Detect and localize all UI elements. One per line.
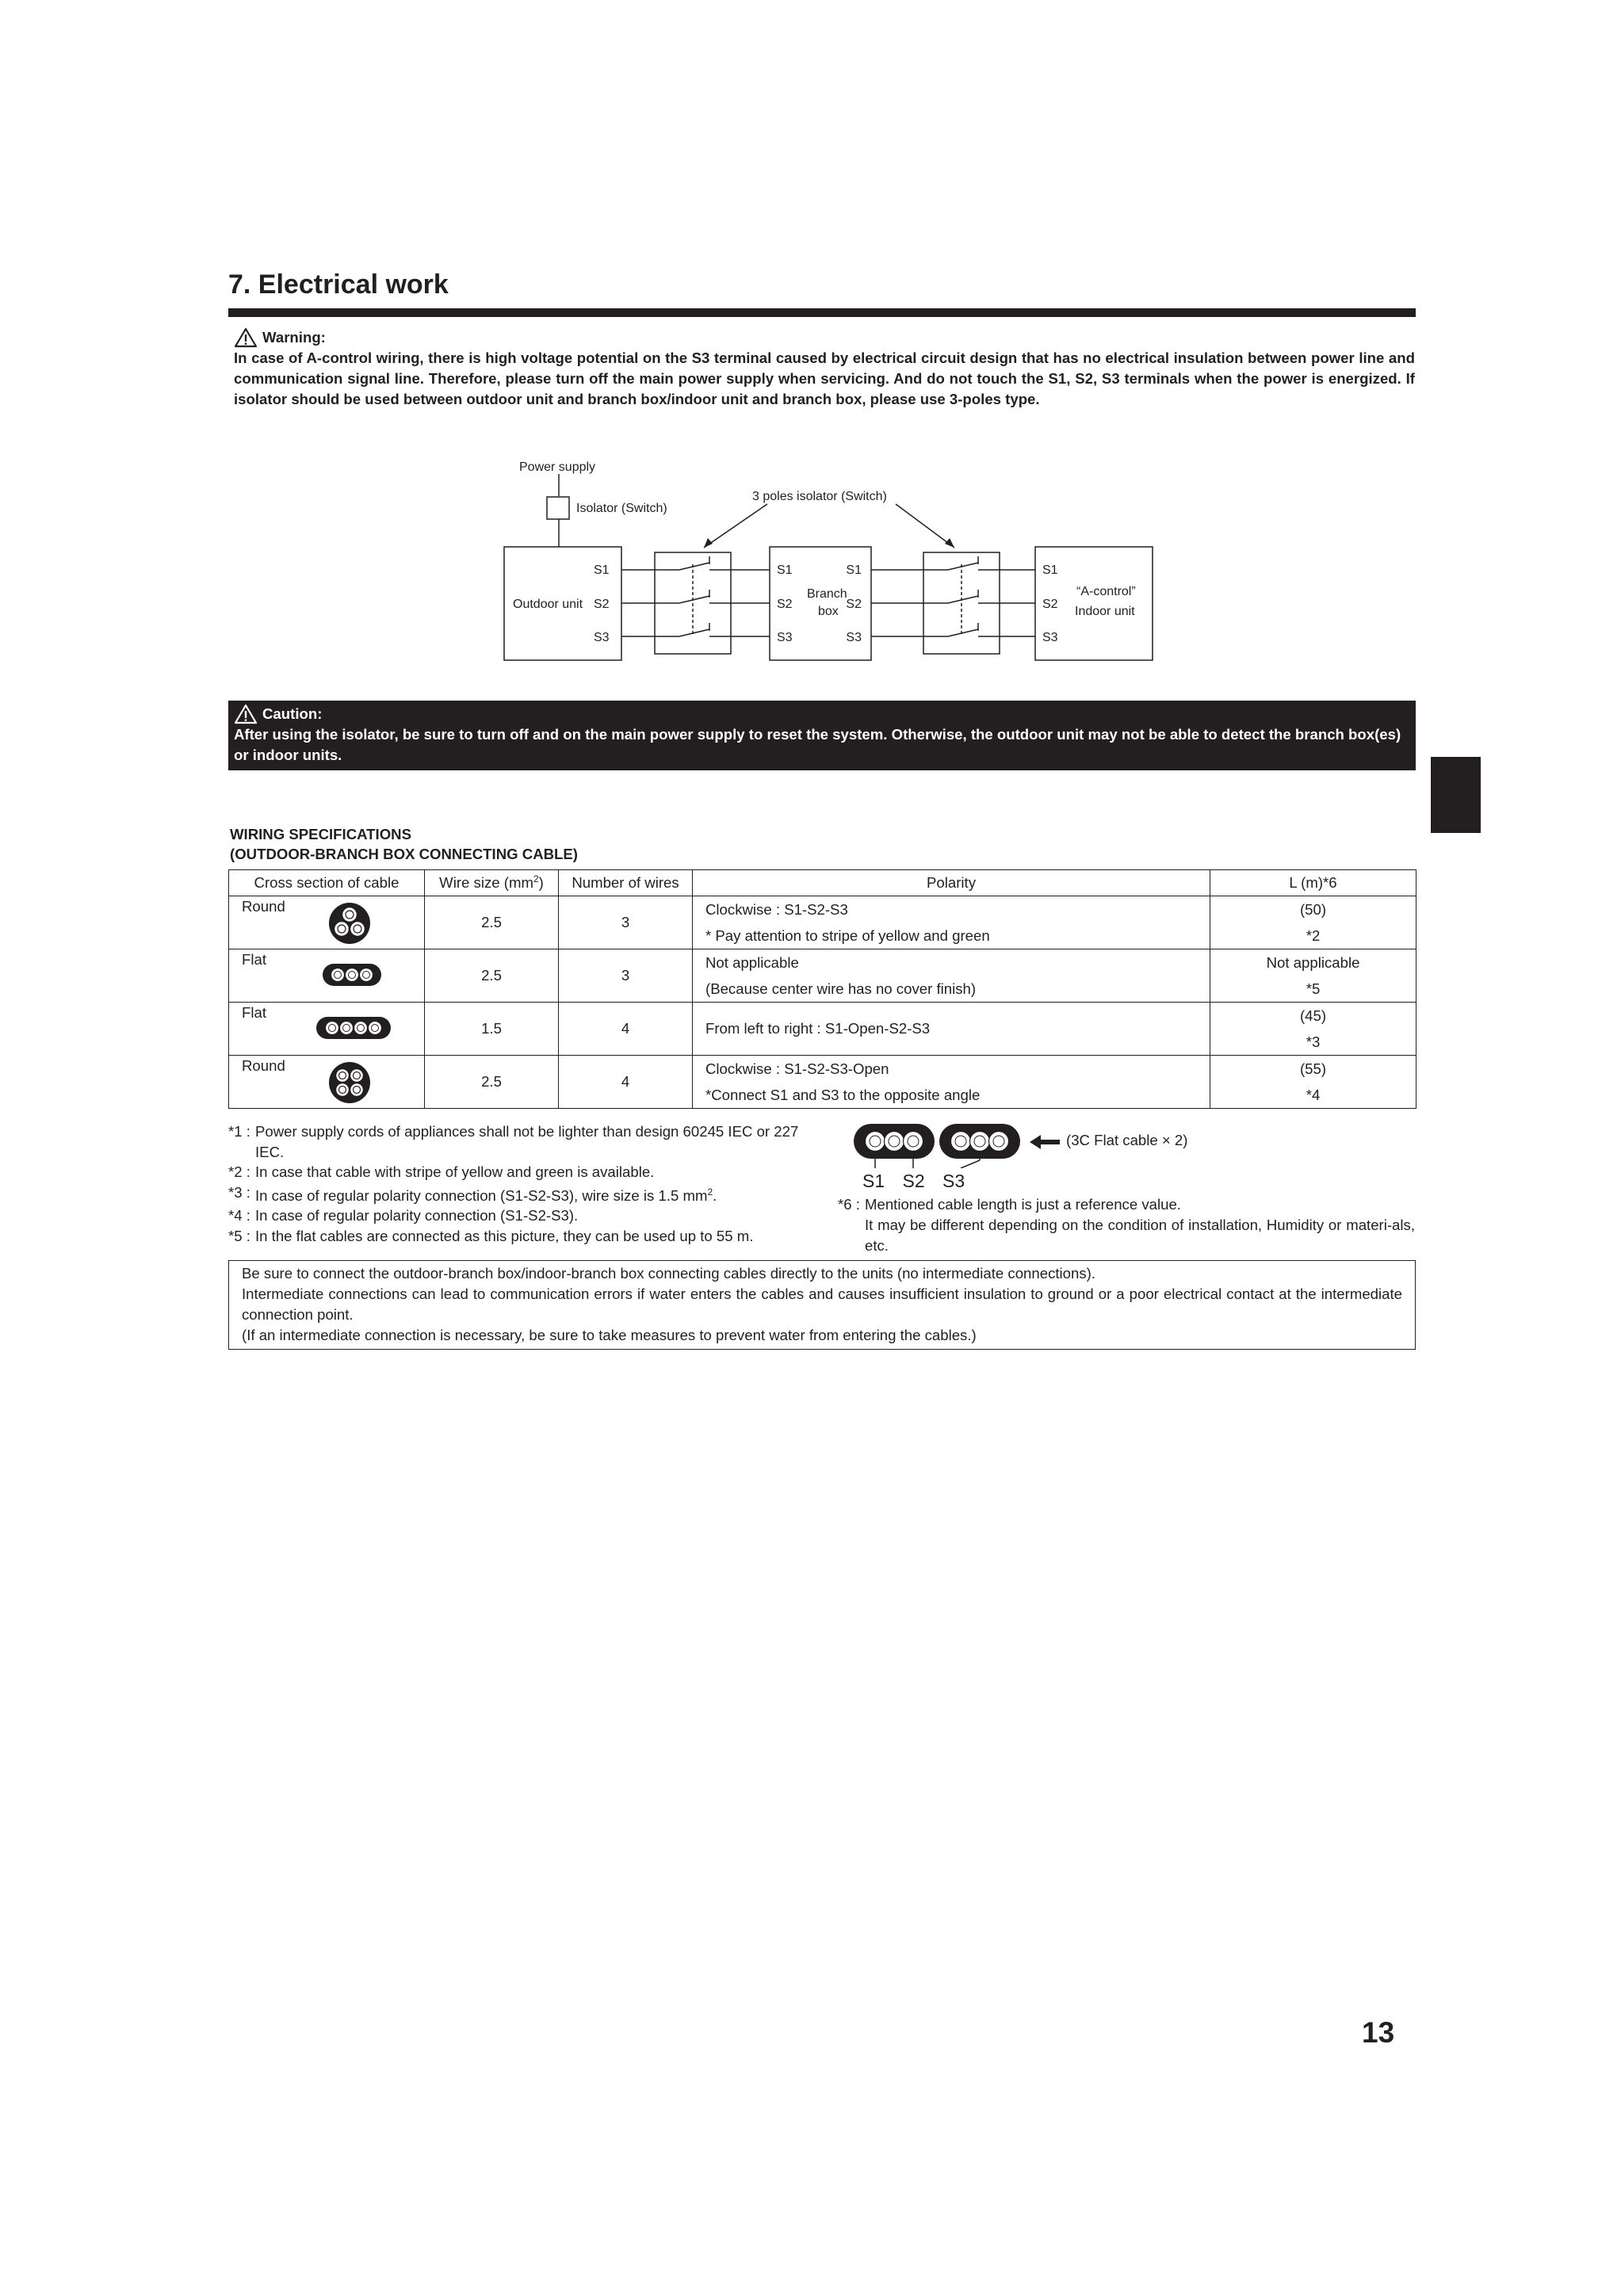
col-number-of-wires: Number of wires	[559, 870, 693, 896]
length-line1: (55)	[1299, 1060, 1327, 1077]
indoor-s1: S1	[1042, 563, 1058, 577]
footnote-sup: 2	[707, 1186, 713, 1198]
wire-count-cell: 4	[559, 1003, 693, 1056]
length-cell	[1210, 896, 1416, 949]
footnote-6	[838, 1194, 1415, 1256]
footnote-1	[228, 1121, 831, 1162]
3c-flat-cable-figure	[852, 1119, 1066, 1168]
table-row	[229, 1003, 1416, 1056]
indoor-unit-label-1: “A-control”	[1076, 585, 1136, 598]
warning-block	[234, 327, 1415, 410]
caution-block	[228, 701, 1416, 770]
wire-size-cell: 2.5	[425, 1056, 559, 1109]
footnote-key: *3 :	[228, 1183, 250, 1201]
cross-section-cell	[229, 896, 425, 949]
footnote-3	[228, 1182, 831, 1206]
outdoor-unit-label: Outdoor unit	[513, 598, 583, 611]
indoor-unit-label-2: Indoor unit	[1075, 605, 1135, 618]
wire-count-cell: 4	[559, 1056, 693, 1109]
footnote-key: *5 :	[228, 1227, 250, 1244]
footnote-text-continued: It may be different depending on the condition of installation, Humidity or materi-als, etc.	[865, 1217, 1415, 1254]
power-supply-label: Power supply	[519, 460, 596, 474]
cable-shape-label: Round	[242, 898, 285, 915]
cross-section-cell	[229, 1003, 425, 1056]
polarity-cell	[693, 1056, 1210, 1109]
wire-size-cell: 2.5	[425, 896, 559, 949]
branch-s1-right: S1	[846, 563, 862, 577]
polarity-line1: Not applicable	[705, 953, 799, 971]
col-cross-section: Cross section of cable	[229, 870, 425, 896]
col-wire-size-end: )	[538, 874, 544, 892]
length-cell	[1210, 1056, 1416, 1109]
outdoor-s2: S2	[594, 598, 610, 611]
round-4-core-cable-icon	[326, 1060, 373, 1106]
footnote-key: *6 :	[838, 1196, 860, 1213]
table-row	[229, 896, 1416, 949]
footnote-text: In the flat cables are connected as this picture, they can be used up to 55 m.	[255, 1227, 754, 1244]
page-number: 13	[1362, 2016, 1395, 2049]
cable-shape-label: Round	[242, 1057, 285, 1074]
cross-section-cell	[229, 1056, 425, 1109]
wiring-spec-heading-line1: WIRING SPECIFICATIONS	[230, 826, 411, 842]
length-line1: Not applicable	[1266, 953, 1360, 971]
length-line1: (50)	[1299, 900, 1327, 918]
branch-s3-left: S3	[777, 631, 793, 644]
footnote-end: .	[713, 1186, 717, 1204]
flat-4-core-cable-icon	[315, 1012, 394, 1044]
isolator-wiring-diagram	[0, 444, 1621, 682]
warning-body: In case of A-control wiring, there is high voltage potential on the S3 terminal caused by electrical circuit design that has no electrical insulation between power line and communication signal line. Therefore, please turn off the main power supply when servicing. And do not touch the S1, S2, S3 terminals when the power is energized. If isolator should be used between outdoor unit and branch box/indoor unit and branch box, please use 3-poles type.	[234, 350, 1415, 407]
length-line2: *3	[1306, 1033, 1321, 1050]
footnote-text: In case of regular polarity connection (S1-S2-S3), wire size is 1.5 mm	[255, 1186, 708, 1204]
polarity-line1: Clockwise : S1-S2-S3	[705, 900, 848, 918]
indoor-s2: S2	[1042, 598, 1058, 611]
warning-icon	[234, 327, 258, 348]
polarity-line2: *Connect S1 and S3 to the opposite angle	[705, 1086, 981, 1103]
wire-size-cell: 1.5	[425, 1003, 559, 1056]
notice-line-1: Be sure to connect the outdoor-branch box/indoor-branch box connecting cables directly to the units (no intermediate connections).	[242, 1265, 1096, 1282]
footnote-text: In case of regular polarity connection (S1-S2-S3).	[255, 1207, 579, 1224]
length-line2: *4	[1306, 1086, 1321, 1103]
branch-s1-left: S1	[777, 563, 793, 577]
length-cell	[1210, 1003, 1416, 1056]
notice-line-2: Intermediate connections can lead to communication errors if water enters the cables and causes insufficient insulation to ground or a poor electrical contact at the intermediate connection point.	[242, 1286, 1402, 1323]
footnote-key: *4 :	[228, 1207, 250, 1224]
branch-box-label-1: Branch	[807, 587, 847, 601]
col-polarity: Polarity	[693, 870, 1210, 896]
polarity-line1: From left to right : S1-Open-S2-S3	[705, 1020, 931, 1037]
section-side-tab	[1431, 757, 1481, 833]
footnote-key: *1 :	[228, 1123, 250, 1140]
isolator-switch-label: Isolator (Switch)	[576, 502, 667, 515]
wire-count-cell: 3	[559, 896, 693, 949]
polarity-line1: Clockwise : S1-S2-S3-Open	[705, 1060, 889, 1077]
indoor-s3: S3	[1042, 631, 1058, 644]
flat-cable-caption: (3C Flat cable × 2)	[1066, 1132, 1188, 1148]
polarity-cell	[693, 949, 1210, 1003]
footnotes	[228, 1121, 831, 1246]
outdoor-s1: S1	[594, 563, 610, 577]
arrow-left-icon	[1030, 1135, 1060, 1149]
cable-shape-label: Flat	[242, 951, 266, 968]
table-header-row	[229, 870, 1416, 896]
caution-body: After using the isolator, be sure to turn off and on the main power supply to reset the system. Otherwise, the outdoor unit may not be able to detect the branch box(es) or indoor units.	[234, 726, 1401, 763]
caution-heading: Caution:	[262, 705, 323, 722]
warning-heading: Warning:	[262, 329, 326, 346]
branch-s2-right: S2	[846, 598, 862, 611]
polarity-line2: (Because center wire has no cover finish)	[705, 980, 977, 997]
cross-section-cell	[229, 949, 425, 1003]
table-row	[229, 1056, 1416, 1109]
caution-icon	[234, 704, 258, 724]
length-line2: *5	[1306, 980, 1321, 997]
round-3-core-cable-icon	[326, 900, 373, 946]
polarity-cell	[693, 1003, 1210, 1056]
wiring-spec-table	[228, 869, 1416, 1109]
footnote-text: Mentioned cable length is just a reference value.	[865, 1196, 1181, 1213]
polarity-cell	[693, 896, 1210, 949]
footnote-5	[228, 1226, 831, 1247]
wire-count-cell: 3	[559, 949, 693, 1003]
length-line2: *2	[1306, 926, 1321, 944]
col-wire-size	[425, 870, 559, 896]
cable-shape-label: Flat	[242, 1004, 266, 1021]
col-length: L (m)*6	[1210, 870, 1416, 896]
length-cell	[1210, 949, 1416, 1003]
connection-notice-box	[228, 1260, 1416, 1350]
footnote-key: *2 :	[228, 1163, 250, 1180]
three-pole-isolator-label: 3 poles isolator (Switch)	[752, 490, 887, 503]
title-rule	[228, 308, 1416, 317]
col-wire-size-sup: 2	[533, 873, 539, 885]
wiring-spec-heading-line2: (OUTDOOR-BRANCH BOX CONNECTING CABLE)	[230, 846, 578, 862]
branch-box-label-2: box	[818, 605, 839, 618]
flat-3-core-cable-icon	[321, 959, 384, 991]
footnote-2	[228, 1162, 831, 1182]
wire-size-cell: 2.5	[425, 949, 559, 1003]
branch-s3-right: S3	[846, 631, 862, 644]
outdoor-s3: S3	[594, 631, 610, 644]
length-line1: (45)	[1299, 1007, 1327, 1024]
wiring-spec-heading	[230, 824, 578, 864]
flat-cable-terminal-labels: S1 S2 S3	[862, 1171, 965, 1191]
footnote-text: In case that cable with stripe of yellow and green is available.	[255, 1163, 655, 1180]
footnote-text: Power supply cords of appliances shall not be lighter than design 60245 IEC or 227 IEC.	[255, 1123, 799, 1160]
polarity-line2: * Pay attention to stripe of yellow and green	[705, 926, 990, 944]
col-wire-size-text: Wire size (mm	[439, 874, 533, 892]
table-row	[229, 949, 1416, 1003]
section-title: 7. Electrical work	[228, 269, 449, 300]
notice-line-3: (If an intermediate connection is necessary, be sure to take measures to prevent water from entering the cables.)	[242, 1327, 977, 1343]
footnote-4	[228, 1205, 831, 1226]
branch-s2-left: S2	[777, 598, 793, 611]
